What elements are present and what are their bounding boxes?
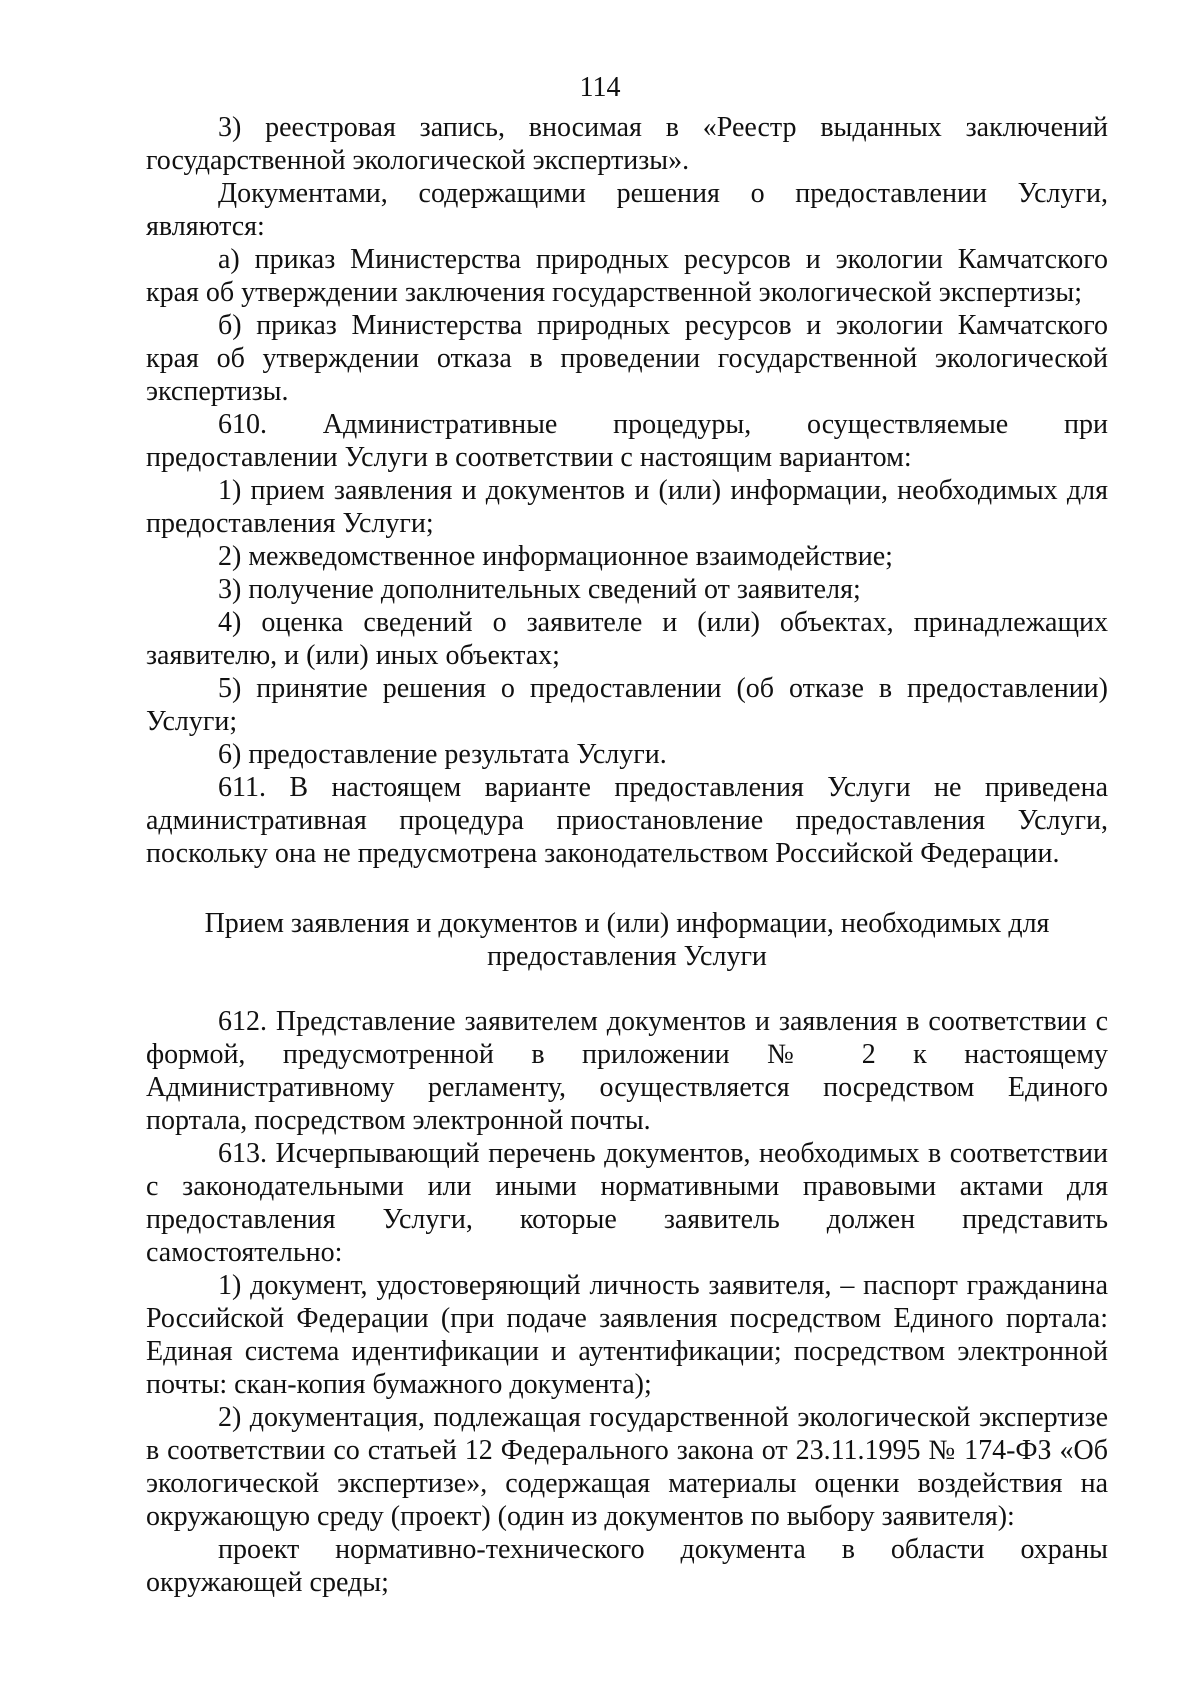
paragraph-registry-entry: 3) реестровая запись, вносимая в «Реестр выданных заключений государственной экологической экспертизы». <box>146 112 1108 176</box>
list-item-3: 3) получение дополнительных сведений от заявителя; <box>218 574 861 605</box>
section-heading-line-1: Прием заявления и документов и (или) информации, необходимых для <box>204 908 1050 939</box>
paragraph-decision-documents: Документами, содержащими решения о предоставлении Услуги, являются: <box>146 178 1108 242</box>
paragraph-613-item-2: 2) документация, подлежащая государственной экологической экспертизе в соответствии со статьей 12 Федерального закона от 23.11.1995 № 174-ФЗ «Об экологической экспертизе», содержащая материалы оценки воздействия на окружающую среду (проект) (один из документов по выбору заявителя): <box>146 1402 1108 1532</box>
list-item-4: 4) оценка сведений о заявителе и (или) объектах, принадлежащих заявителю, и (или) иных объектах; <box>146 607 1108 671</box>
paragraph-612: 612. Представление заявителем документов и заявления в соответствии с формой, предусмотренной в приложении № 2 к настоящему Административному регламенту, осуществляется посредством Единого портала, посредством электронной почты. <box>146 1006 1108 1136</box>
paragraph-613-item-1: 1) документ, удостоверяющий личность заявителя, – паспорт гражданина Российской Федерации (при подаче заявления посредством Единого портала: Единая система идентификации и аутентификации; посредством электронной почты: скан-копия бумажного документа); <box>146 1270 1108 1400</box>
list-item-5: 5) принятие решения о предоставлении (об отказе в предоставлении) Услуги; <box>146 673 1108 737</box>
paragraph-order-approval: а) приказ Министерства природных ресурсов и экологии Камчатского края об утверждении заключения государственной экологической экспертизы; <box>146 244 1108 308</box>
paragraph-project-document: проект нормативно-технического документа в области охраны окружающей среды; <box>146 1534 1108 1598</box>
page-number: 114 <box>579 72 621 103</box>
list-item-2: 2) межведомственное информационное взаимодействие; <box>218 541 893 572</box>
list-item-1: 1) прием заявления и документов и (или) информации, необходимых для предоставления Услуги; <box>146 475 1108 539</box>
paragraph-610: 610. Административные процедуры, осуществляемые при предоставлении Услуги в соответствии с настоящим вариантом: <box>146 409 1108 473</box>
section-heading <box>146 907 1108 973</box>
paragraph-order-refusal: б) приказ Министерства природных ресурсов и экологии Камчатского края об утверждении отказа в проведении государственной экологической экспертизы. <box>146 310 1108 407</box>
document-body <box>146 111 1108 1599</box>
section-heading-line-2: предоставления Услуги <box>487 941 767 972</box>
paragraph-611: 611. В настоящем варианте предоставления Услуги не приведена административная процедура приостановление предоставления Услуги, поскольку она не предусмотрена законодательством Российской Федерации. <box>146 772 1108 869</box>
paragraph-613: 613. Исчерпывающий перечень документов, необходимых в соответствии с законодательными или иными нормативными правовыми актами для предоставления Услуги, которые заявитель должен представить самостоятельно: <box>146 1138 1108 1268</box>
list-item-6: 6) предоставление результата Услуги. <box>218 739 667 770</box>
